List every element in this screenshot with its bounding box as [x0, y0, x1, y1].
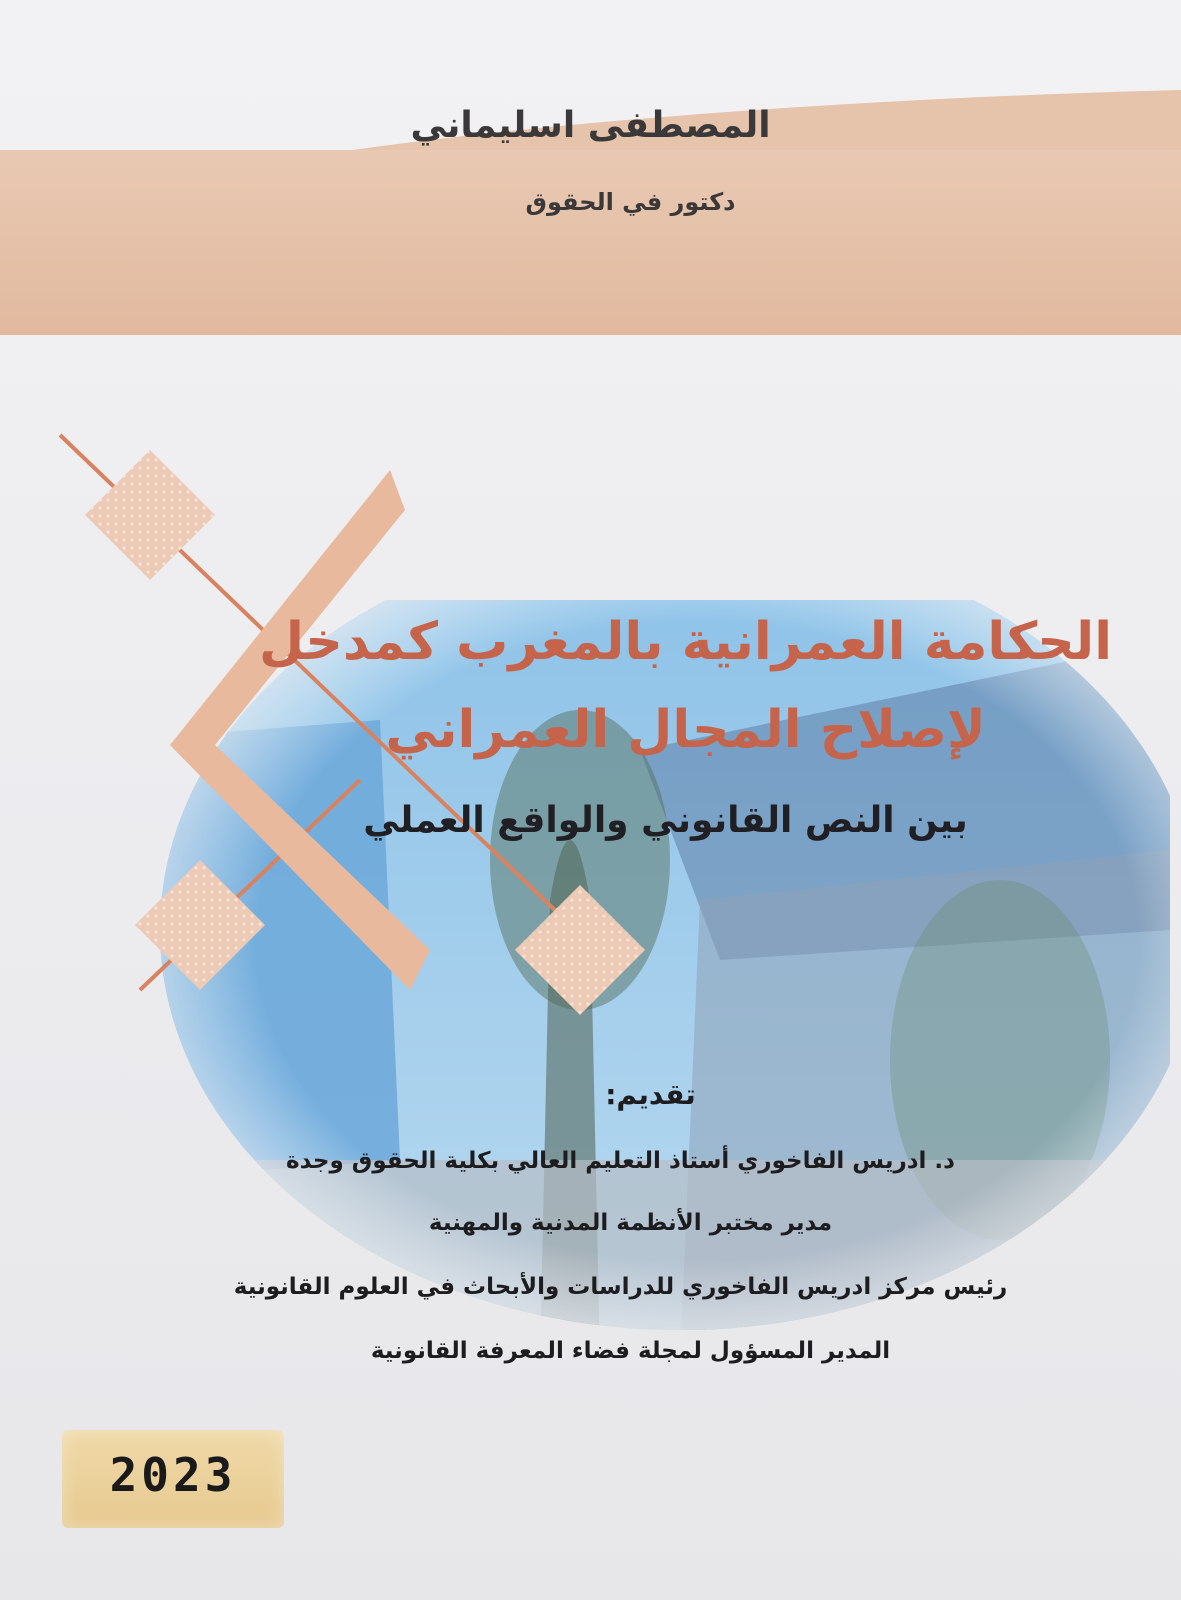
author-degree: دكتور في الحقوق — [525, 188, 736, 216]
diamond-left — [135, 860, 265, 990]
introduction-label: تقديم: — [605, 1078, 696, 1111]
book-title-line2: لإصلاح المجال العمراني — [385, 700, 986, 760]
intro-line: المدير المسؤول لمجلة فضاء المعرفة القانونية — [370, 1338, 891, 1364]
book-subtitle: بين النص القانوني والواقع العملي — [363, 800, 968, 841]
intro-line: د. ادريس الفاخوري أستاذ التعليم العالي بكلية الحقوق وجدة — [286, 1148, 955, 1174]
publication-year: 2023 — [109, 1448, 237, 1502]
diamond-top — [85, 450, 215, 580]
book-title-line1: الحكامة العمرانية بالمغرب كمدخل — [258, 612, 1113, 672]
intro-line: رئيس مركز ادريس الفاخوري للدراسات والأبحاث في العلوم القانونية — [233, 1274, 1008, 1300]
diamond-right — [515, 885, 645, 1015]
intro-line: مدير مختبر الأنظمة المدنية والمهنية — [428, 1210, 833, 1236]
author-name: المصطفى اسليماني — [410, 105, 771, 146]
